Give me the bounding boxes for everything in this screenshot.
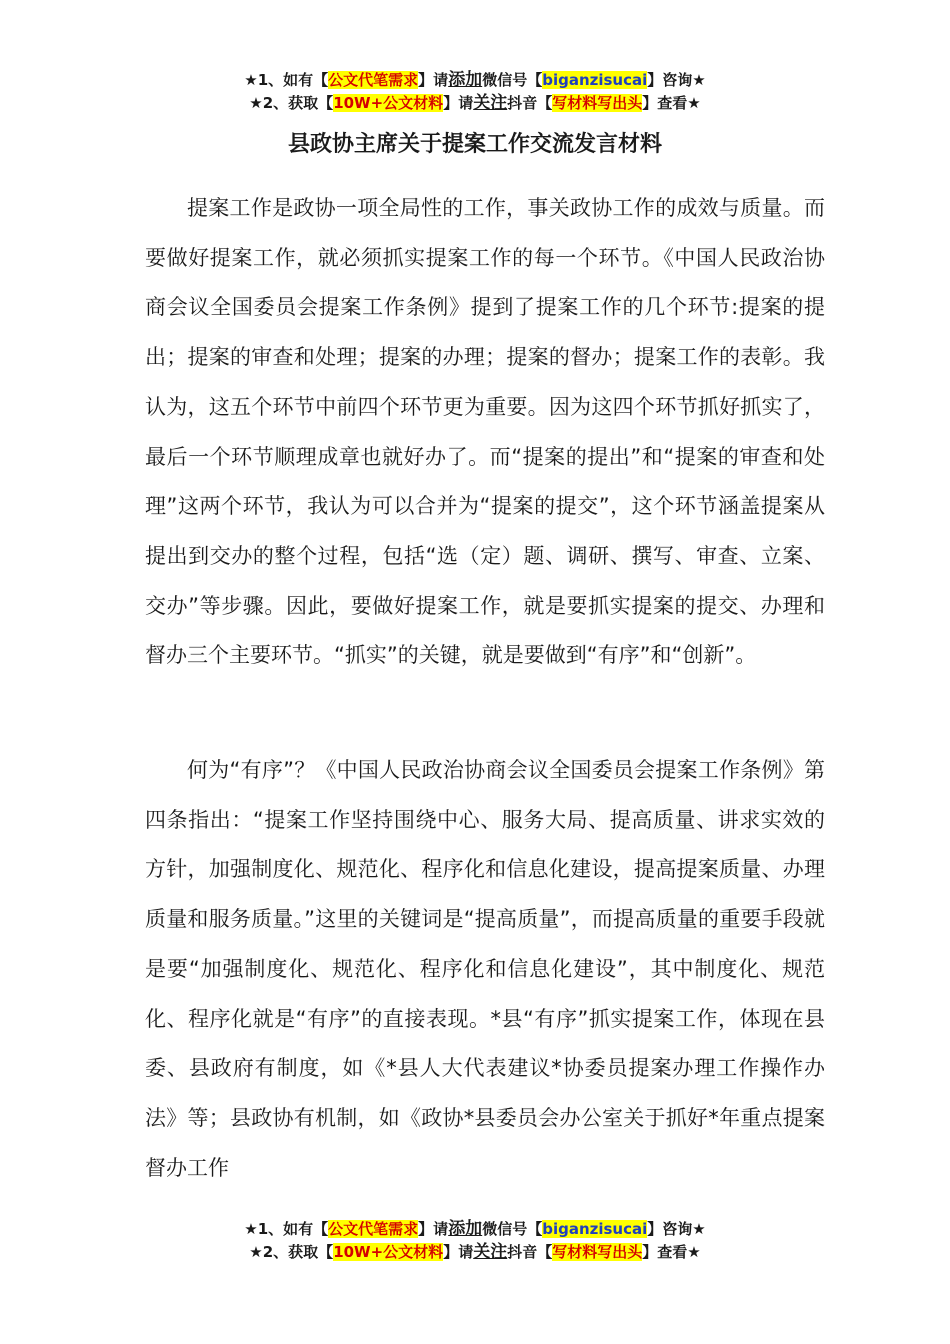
promo-line-1: ★1、如有【公文代笔需求】请添加微信号【biganzisucai】咨询★ bbox=[244, 1219, 706, 1239]
body-paragraph-1-container bbox=[145, 184, 825, 681]
wechat-id: biganzisucai bbox=[542, 1220, 648, 1238]
promo-banner-top bbox=[0, 69, 950, 115]
promo-highlight: 10W+公文材料 bbox=[333, 1243, 444, 1261]
promo-line-2: ★2、获取【10W+公文材料】请关注抖音【写材料写出头】查看★ bbox=[249, 93, 701, 113]
promo-highlight: 公文代笔需求 bbox=[328, 71, 419, 89]
promo-highlight: 公文代笔需求 bbox=[328, 1220, 419, 1238]
body-paragraph: 何为“有序”？《中国人民政治协商会议全国委员会提案工作条例》第四条指出：“提案工作坚持围绕中心、服务大局、提高质量、讲求实效的方针，加强制度化、规范化、程序化和信息化建设，提高提案质量、办理质量和服务质量。”这里的关键词是“提高质量”，而提高质量的重要手段就是要“加强制度化、规范化、程序化和信息化建设”，其中制度化、规范化、程序化就是“有序”的直接表现。*县“有序”抓实提案工作，体现在县委、县政府有制度，如《*县人大代表建议*协委员提案办理工作操作办法》等；县政协有机制，如《政协*县委员会办公室关于抓好*年重点提案督办工作 bbox=[145, 758, 825, 1180]
promo-banner-bottom bbox=[0, 1218, 950, 1264]
promo-line-2: ★2、获取【10W+公文材料】请关注抖音【写材料写出头】查看★ bbox=[249, 1242, 701, 1262]
document-title: 县政协主席关于提案工作交流发言材料 bbox=[287, 132, 662, 157]
body-paragraph-2-container bbox=[145, 746, 825, 1193]
wechat-id: biganzisucai bbox=[542, 71, 648, 89]
body-paragraph: 提案工作是政协一项全局性的工作，事关政协工作的成效与质量。而要做好提案工作，就必须抓实提案工作的每一个环节。《中国人民政治协商会议全国委员会提案工作条例》提到了提案工作的几个环节:提案的提出；提案的审查和处理；提案的办理；提案的督办；提案工作的表彰。我认为，这五个环节中前四个环节更为重要。因为这四个环节抓好抓实了，最后一个环节顺理成章也就好办了。而“提案的提出”和“提案的审查和处理”这两个环节，我认为可以合并为“提案的提交”，这个环节涵盖提案从提出到交办的整个过程，包括“选（定）题、调研、撰写、审查、立案、交办”等步骤。因此，要做好提案工作，就是要抓实提案的提交、办理和督办三个主要环节。“抓实”的关键，就是要做到“有序”和“创新”。 bbox=[145, 196, 825, 668]
promo-line-1: ★1、如有【公文代笔需求】请添加微信号【biganzisucai】咨询★ bbox=[244, 70, 706, 90]
douyin-account: 写材料写出头 bbox=[552, 1243, 643, 1261]
promo-highlight: 10W+公文材料 bbox=[333, 94, 444, 112]
douyin-account: 写材料写出头 bbox=[552, 94, 643, 112]
